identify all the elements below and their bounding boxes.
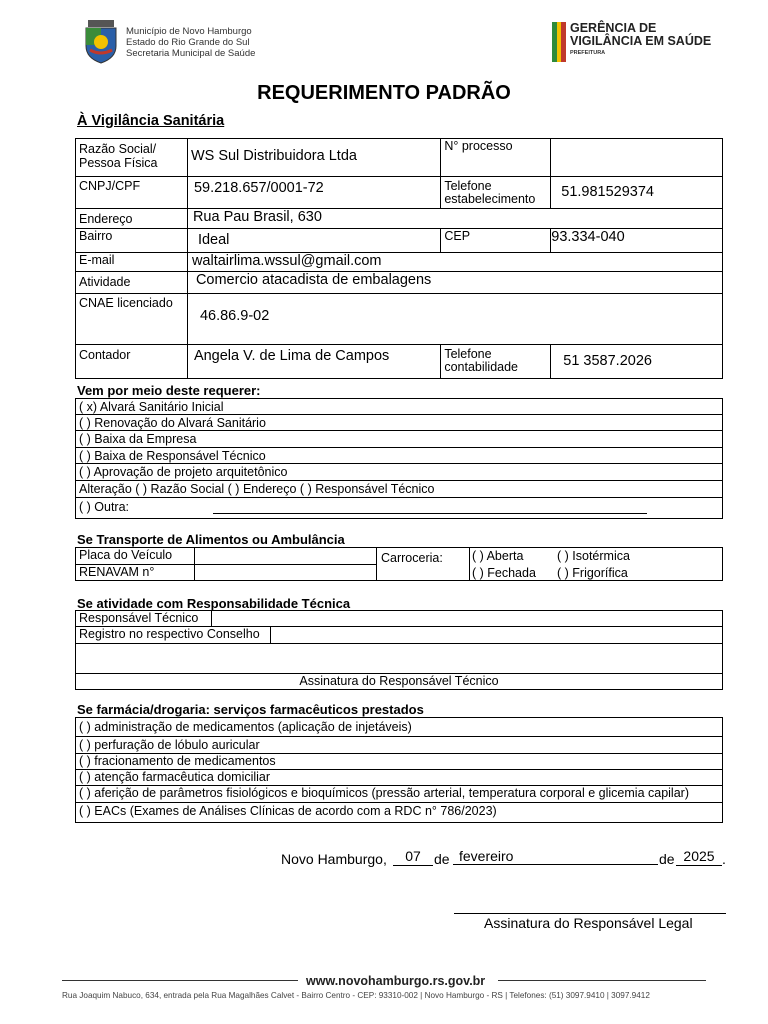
cnpj-label: CNPJ/CPF bbox=[76, 177, 188, 209]
option-isotermica[interactable]: ( ) Isotérmica bbox=[557, 549, 630, 563]
municipal-crest-logo bbox=[82, 20, 120, 64]
endereco-label: Endereço bbox=[76, 209, 188, 229]
farm-option-eacs[interactable]: ( ) EACs (Exames de Análises Clínicas de acordo com a RDC n° 786/2023) bbox=[79, 804, 497, 818]
requester-info-table bbox=[75, 138, 723, 379]
date-day-field[interactable]: 07 bbox=[393, 848, 433, 866]
processo-field[interactable] bbox=[551, 139, 723, 177]
date-year-field[interactable]: 2025 bbox=[676, 848, 722, 866]
razao-social-field[interactable]: WS Sul Distribuidora Ltda bbox=[187, 139, 440, 177]
table-row bbox=[76, 294, 723, 345]
email-field[interactable]: waltairlima.wssul@gmail.com bbox=[187, 253, 722, 272]
transporte-box bbox=[75, 547, 723, 581]
cep-label: CEP bbox=[441, 229, 551, 253]
farm-option-afericao[interactable]: ( ) aferição de parâmetros fisiológicos e bioquímicos (pressão arterial, temperatura corporal e glicemia capilar) bbox=[79, 786, 689, 800]
municipality-name: Município de Novo Hamburgo bbox=[126, 26, 252, 37]
option-renovacao-alvara[interactable]: ( ) Renovação do Alvará Sanitário bbox=[79, 416, 266, 430]
responsavel-tecnico-field[interactable] bbox=[212, 612, 722, 625]
option-aprovacao-projeto[interactable]: ( ) Aprovação de projeto arquitetônico bbox=[79, 465, 288, 479]
option-fechada[interactable]: ( ) Fechada bbox=[472, 566, 536, 580]
farmacia-heading: Se farmácia/drogaria: serviços farmacêuticos prestados bbox=[77, 702, 424, 717]
date-month-field[interactable]: fevereiro bbox=[453, 848, 658, 865]
table-row bbox=[76, 253, 723, 272]
telefone-cont-field[interactable]: 51 3587.2026 bbox=[551, 345, 723, 379]
atividade-label: Atividade bbox=[76, 272, 188, 294]
secretariat-name: Secretaria Municipal de Saúde bbox=[126, 48, 256, 59]
contador-field[interactable]: Angela V. de Lima de Campos bbox=[187, 345, 440, 379]
state-name: Estado do Rio Grande do Sul bbox=[126, 37, 250, 48]
outra-input-line[interactable] bbox=[213, 513, 647, 514]
option-alvara-inicial[interactable]: ( x) Alvará Sanitário Inicial bbox=[79, 400, 224, 414]
agency-name-line1: GERÊNCIA DE bbox=[570, 21, 657, 35]
option-alteracao[interactable]: Alteração ( ) Razão Social ( ) Endereço ( ) Responsável Técnico bbox=[79, 482, 435, 496]
date-de-1: de bbox=[434, 851, 450, 867]
atividade-field[interactable]: Comercio atacadista de embalagens bbox=[187, 272, 722, 294]
option-baixa-empresa[interactable]: ( ) Baixa da Empresa bbox=[79, 432, 197, 446]
table-row bbox=[76, 139, 723, 177]
farm-option-domiciliar[interactable]: ( ) atenção farmacêutica domiciliar bbox=[79, 770, 271, 784]
table-row bbox=[76, 209, 723, 229]
farm-option-perfuracao[interactable]: ( ) perfuração de lóbulo auricular bbox=[79, 738, 260, 752]
cnpj-field[interactable]: 59.218.657/0001-72 bbox=[187, 177, 440, 209]
registro-conselho-label: Registro no respectivo Conselho bbox=[79, 627, 260, 641]
prefeitura-mark: PREFEITURA bbox=[570, 50, 606, 56]
agency-name-line2: VIGILÂNCIA EM SAÚDE bbox=[570, 34, 712, 48]
renavam-label: RENAVAM n° bbox=[79, 565, 155, 579]
transporte-heading: Se Transporte de Alimentos ou Ambulância bbox=[77, 532, 345, 547]
cnae-label: CNAE licenciado bbox=[76, 294, 188, 345]
telefone-estab-field[interactable]: 51.981529374 bbox=[551, 177, 723, 209]
option-baixa-rt[interactable]: ( ) Baixa de Responsável Técnico bbox=[79, 449, 266, 463]
razao-social-label: Razão Social/ Pessoa Física bbox=[76, 139, 188, 177]
municipality-header bbox=[126, 26, 255, 59]
farm-option-injetaveis[interactable]: ( ) administração de medicamentos (aplicação de injetáveis) bbox=[79, 720, 412, 734]
option-outra[interactable]: ( ) Outra: bbox=[79, 500, 130, 514]
contador-label: Contador bbox=[76, 345, 188, 379]
bairro-field[interactable]: Ideal bbox=[187, 229, 440, 253]
option-frigorifica[interactable]: ( ) Frigorífica bbox=[557, 566, 628, 580]
rt-heading: Se atividade com Responsabilidade Técnica bbox=[77, 596, 351, 611]
page-title: REQUERIMENTO PADRÃO bbox=[257, 82, 511, 104]
carroceria-label: Carroceria: bbox=[381, 551, 443, 565]
agency-name bbox=[570, 22, 711, 48]
placa-field[interactable] bbox=[195, 549, 375, 563]
rt-box bbox=[75, 610, 723, 690]
date-de-2: de bbox=[659, 851, 675, 867]
telefone-cont-label: Telefone contabilidade bbox=[441, 345, 551, 379]
vigilancia-logo-stripes bbox=[552, 22, 566, 62]
processo-label: N° processo bbox=[441, 139, 551, 177]
rt-signature-area[interactable] bbox=[76, 644, 722, 672]
email-label: E-mail bbox=[76, 253, 188, 272]
farmacia-options-box bbox=[75, 717, 723, 823]
requerer-heading: Vem por meio deste requerer: bbox=[77, 383, 261, 398]
table-row bbox=[76, 345, 723, 379]
footer-rule-right bbox=[498, 980, 706, 981]
legal-signature-label: Assinatura do Responsável Legal bbox=[484, 915, 693, 931]
bairro-label: Bairro bbox=[76, 229, 188, 253]
cep-field[interactable]: 93.334-040 bbox=[551, 229, 723, 253]
footer-address: Rua Joaquim Nabuco, 634, entrada pela Rua Magalhães Calvet - Bairro Centro - CEP: 93310-002 | Novo Hamburgo - RS | Telefones: (51) 3097.9410 | 3097.9412 bbox=[62, 991, 650, 1000]
footer-rule-left bbox=[62, 980, 298, 981]
rt-signature-label: Assinatura do Responsável Técnico bbox=[299, 674, 499, 688]
responsavel-tecnico-label: Responsável Técnico bbox=[79, 611, 199, 625]
legal-signature-line[interactable] bbox=[454, 913, 726, 914]
placa-label: Placa do Veículo bbox=[79, 548, 173, 562]
option-aberta[interactable]: ( ) Aberta bbox=[472, 549, 524, 563]
renavam-field[interactable] bbox=[195, 565, 375, 580]
endereco-field[interactable]: Rua Pau Brasil, 630 bbox=[187, 209, 722, 229]
registro-conselho-field[interactable] bbox=[271, 627, 722, 642]
requerer-options-box bbox=[75, 398, 723, 519]
table-row bbox=[76, 177, 723, 209]
table-row bbox=[76, 272, 723, 294]
telefone-estab-label: Telefone estabelecimento bbox=[441, 177, 551, 209]
table-row bbox=[76, 229, 723, 253]
footer-website[interactable]: www.novohamburgo.rs.gov.br bbox=[306, 974, 486, 988]
date-period: . bbox=[722, 851, 726, 867]
farm-option-fracionamento[interactable]: ( ) fracionamento de medicamentos bbox=[79, 754, 276, 768]
cnae-field[interactable]: 46.86.9-02 bbox=[187, 294, 722, 345]
page-subtitle: À Vigilância Sanitária bbox=[77, 113, 225, 129]
date-city: Novo Hamburgo, bbox=[281, 851, 387, 867]
